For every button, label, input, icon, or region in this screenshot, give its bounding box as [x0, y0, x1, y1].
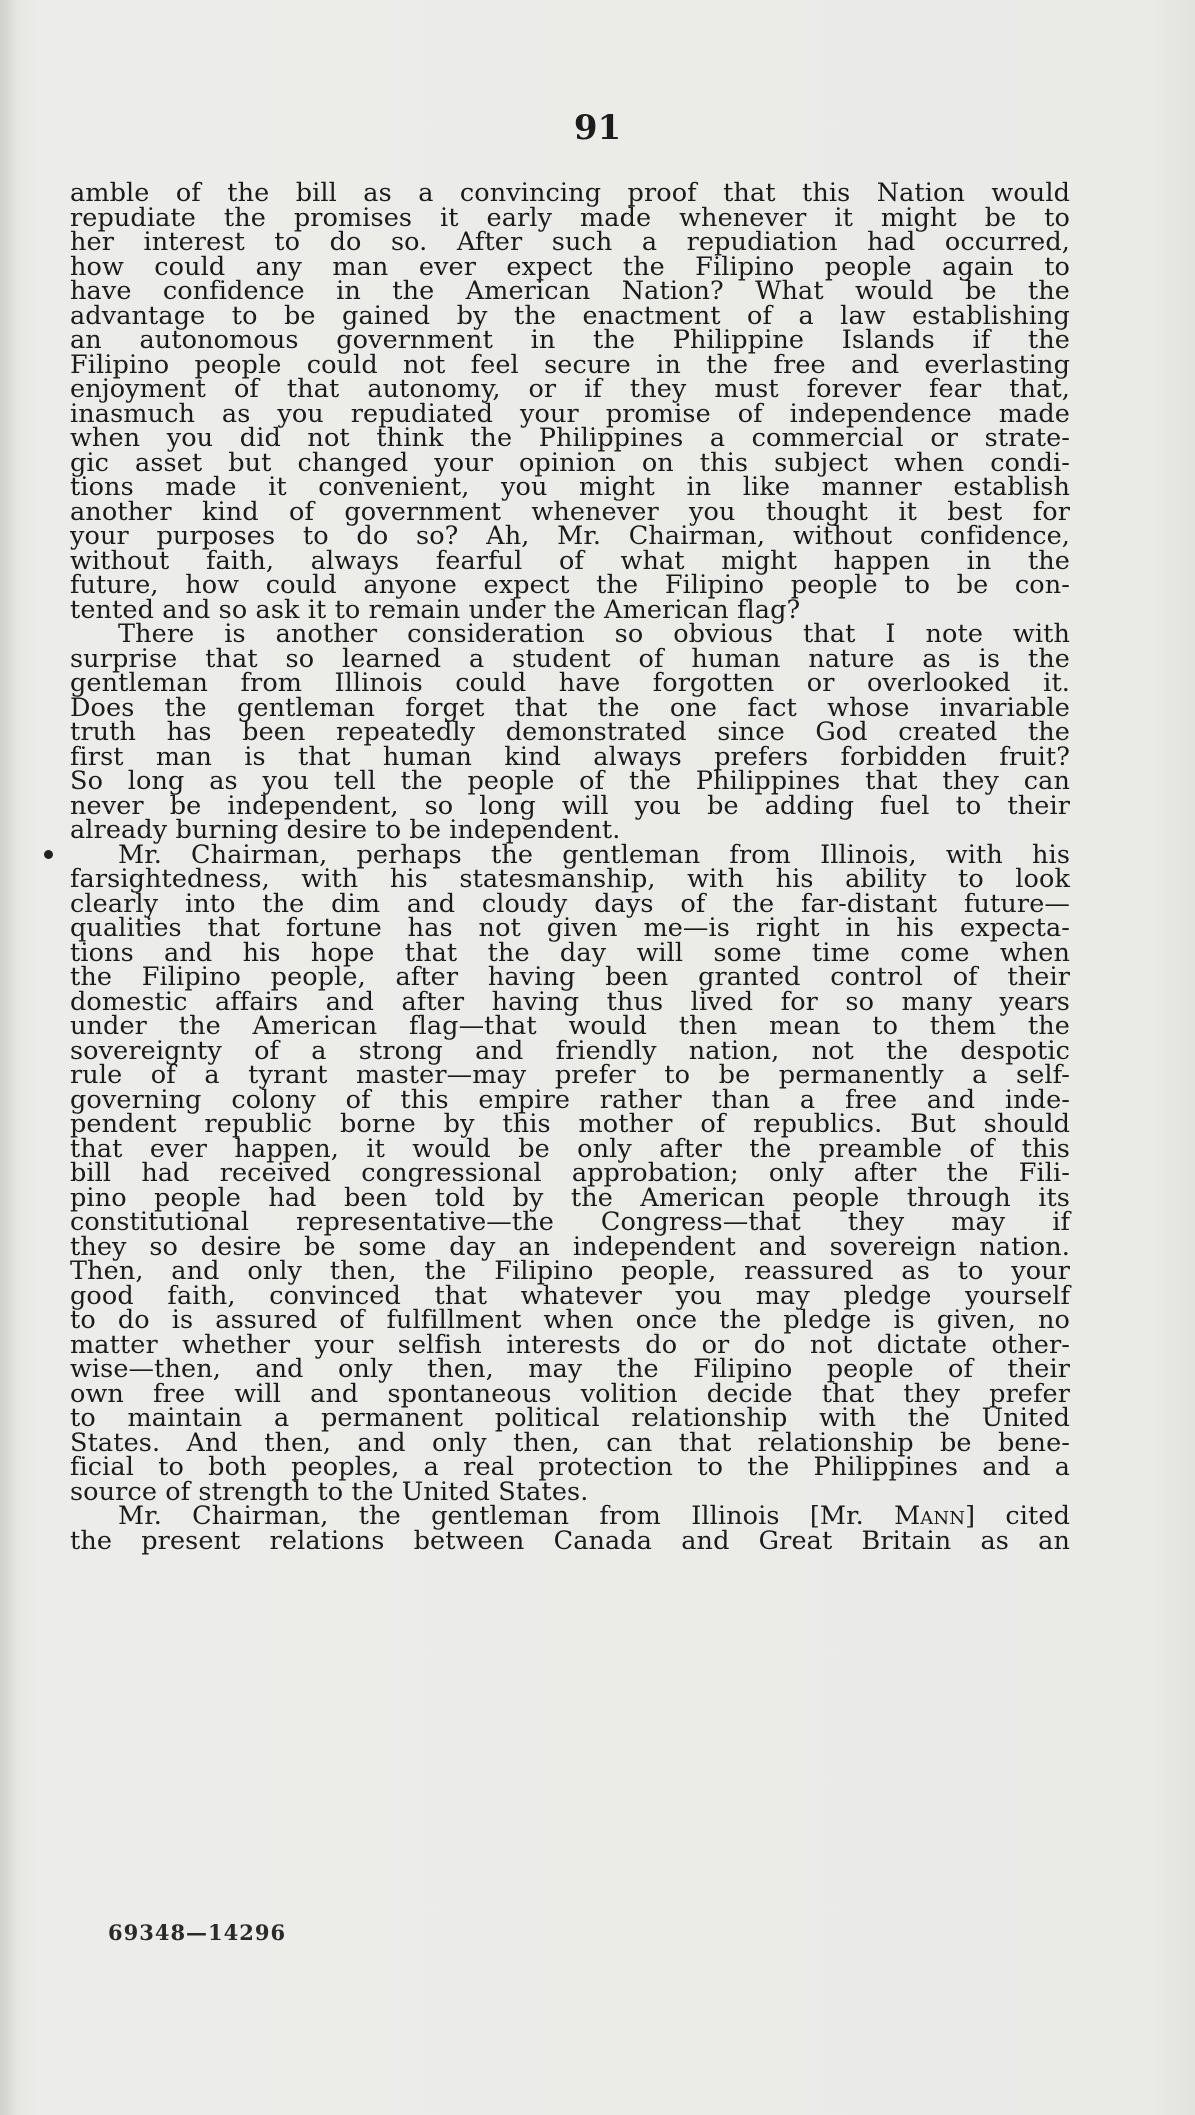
text-line: have confidence in the American Nation? What would be the: [70, 276, 1070, 306]
page-number: 91: [573, 108, 622, 148]
text-line: good faith, convinced that whatever you may pledge yourself: [70, 1280, 1070, 1311]
text-line: truth has been repeatedly demonstrated since God created the: [70, 717, 1070, 747]
text-line: when you did not think the Philippines a commercial or strate-: [70, 423, 1070, 453]
text-line: they so desire be some day an independent and sovereign nation.: [70, 1231, 1070, 1262]
text-line: amble of the bill as a convincing proof that this Nation would: [70, 178, 1070, 208]
mann-line-after: ] cited: [965, 1501, 1070, 1531]
text-line: without faith, always fearful of what might happen in the: [70, 545, 1070, 576]
text-line: already burning desire to be independent.: [70, 815, 621, 845]
text-line: the Filipino people, after having been granted control of their: [70, 962, 1070, 992]
text-line: tions and his hope that the day will some time come when: [70, 937, 1070, 968]
text-line: farsightedness, with his statesmanship, with his ability to look: [70, 864, 1070, 894]
text-line: advantage to be gained by the enactment of a law establishing: [70, 300, 1070, 331]
text-line: Does the gentleman forget that the one fact whose invariable: [70, 692, 1070, 723]
print-code: 69348—14296: [108, 1920, 287, 1945]
text-line: bill had received congressional approbation; only after the Fili-: [70, 1158, 1070, 1188]
text-line: gic asset but changed your opinion on this subject when condi-: [70, 447, 1070, 478]
text-line: under the American flag—that would then mean to them the: [70, 1011, 1070, 1041]
text-line: an autonomous government in the Philippine Islands if the: [70, 325, 1070, 355]
text-line: States. And then, and only then, can that relationship be bene-: [70, 1427, 1070, 1458]
text-line: the present relations between Canada and Great Britain as an: [70, 1525, 1070, 1556]
text-line: Then, and only then, the Filipino people, reassured as to your: [70, 1256, 1070, 1286]
text-line: to do is assured of fulfillment when once the pledge is given, no: [70, 1305, 1070, 1335]
text-line: ficial to both peoples, a real protection to the Philippines and a: [70, 1452, 1070, 1482]
text-line: sovereignty of a strong and friendly nation, not the despotic: [70, 1035, 1070, 1066]
text-line: first man is that human kind always prefers forbidden fruit?: [70, 741, 1070, 772]
text-line: repudiate the promises it early made whenever it might be to: [70, 202, 1070, 233]
margin-mark: [44, 850, 53, 859]
paragraph-start-line: Mr. Chairman, perhaps the gentleman from Illinois, with his: [118, 839, 1070, 870]
text-line: tions made it convenient, you might in like manner establish: [70, 472, 1070, 502]
text-line: never be independent, so long will you be adding fuel to their: [70, 790, 1070, 821]
text-line: another kind of government whenever you thought it best for: [70, 496, 1070, 527]
text-line: domestic affairs and after having thus lived for so many years: [70, 986, 1070, 1017]
text-line: So long as you tell the people of the Philippines that they can: [70, 766, 1070, 796]
text-line: rule of a tyrant master—may prefer to be permanently a self-: [70, 1060, 1070, 1090]
text-line: Filipino people could not feel secure in the free and everlasting: [70, 349, 1070, 380]
text-line: how could any man ever expect the Filipino people again to: [70, 251, 1070, 282]
paragraph-start-line: There is another consideration so obvious that I note with: [118, 619, 1070, 649]
text-line: own free will and spontaneous volition decide that they prefer: [70, 1378, 1070, 1409]
text-line: enjoyment of that autonomy, or if they must forever fear that,: [70, 374, 1070, 404]
text-line: inasmuch as you repudiated your promise of independence made: [70, 398, 1070, 429]
body-text: [70, 178, 1070, 1556]
text-line: source of strength to the United States.: [70, 1476, 589, 1507]
text-line: clearly into the dim and cloudy days of the far-distant future—: [70, 888, 1070, 919]
text-line: your purposes to do so? Ah, Mr. Chairman, without confidence,: [70, 521, 1070, 551]
text-line: surprise that so learned a student of human nature as is the: [70, 643, 1070, 674]
text-line: future, how could anyone expect the Filipino people to be con-: [70, 570, 1070, 600]
text-line: constitutional representative—the Congress—that they may if: [70, 1207, 1070, 1237]
text-line: to maintain a permanent political relationship with the United: [70, 1403, 1070, 1433]
text-line: that ever happen, it would be only after the preamble of this: [70, 1133, 1070, 1164]
text-line: qualities that fortune has not given me—is right in his expecta-: [70, 913, 1070, 943]
text-line: governing colony of this empire rather than a free and inde-: [70, 1084, 1070, 1115]
text-line: tented and so ask it to remain under the American flag?: [70, 594, 801, 625]
mann-line-before: Mr. Chairman, the gentleman from Illinois [Mr.: [118, 1501, 895, 1531]
text-line: her interest to do so. After such a repudiation had occurred,: [70, 227, 1070, 257]
text-line: matter whether your selfish interests do or do not dictate other-: [70, 1329, 1070, 1360]
text-line: wise—then, and only then, may the Filipino people of their: [70, 1354, 1070, 1384]
text-line: gentleman from Illinois could have forgotten or overlooked it.: [70, 668, 1070, 698]
text-line: pino people had been told by the American people through its: [70, 1182, 1070, 1213]
paragraph-start-line: [70, 1501, 1070, 1531]
text-line: pendent republic borne by this mother of republics. But should: [70, 1109, 1070, 1139]
mann-name: Mann: [894, 1501, 966, 1531]
